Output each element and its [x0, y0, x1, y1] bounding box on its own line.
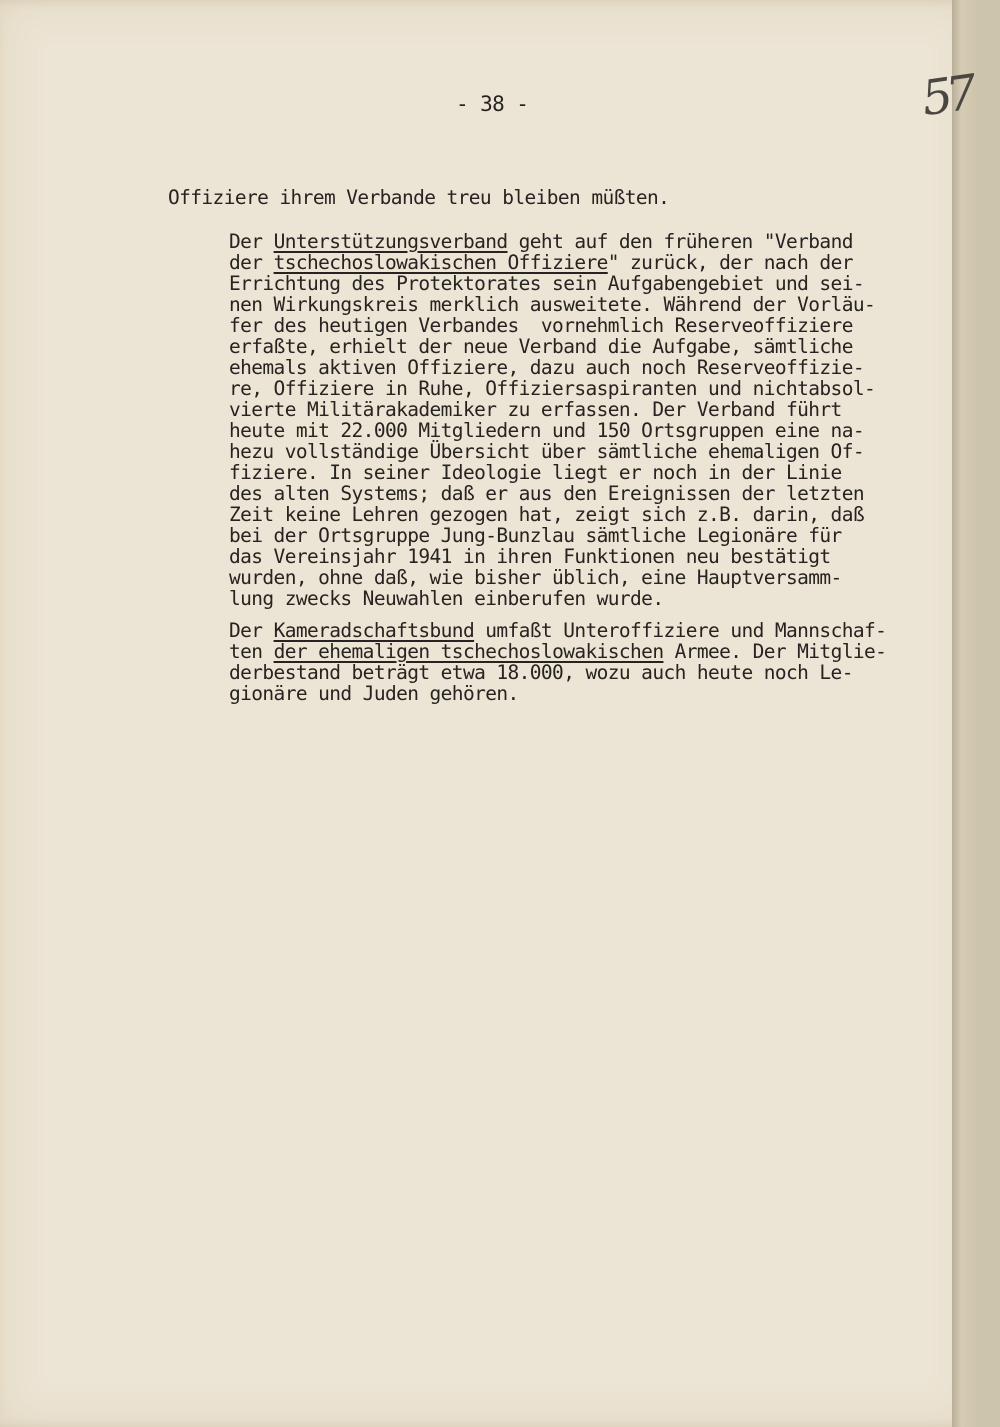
text-segment: umfaßt Unteroffiziere und Mannschaf- — [474, 619, 887, 642]
paragraph-line: hezu vollständige Übersicht über sämtliche ehemaligen Of- — [229, 440, 864, 463]
text-segment: Der — [229, 619, 274, 642]
paragraph-line — [229, 620, 886, 641]
paragraph-line: fer des heutigen Verbandes vornehmlich Reserveoffiziere — [229, 314, 853, 337]
paragraph-line — [229, 252, 875, 273]
paragraph-kameradschaftsbund — [229, 620, 886, 704]
paragraph-line: des alten Systems; daß er aus den Ereignissen der letzten — [229, 482, 864, 505]
continuation-line: Offiziere ihrem Verbande treu bleiben müßten. — [168, 186, 670, 209]
text-segment: der — [229, 251, 274, 274]
text-segment: geht auf den früheren "Verband — [507, 230, 853, 253]
paragraph-line: nen Wirkungskreis merklich ausweitete. Während der Vorläu- — [229, 293, 876, 316]
text-segment: Der — [229, 230, 274, 253]
handwritten-folio-mark: 57 — [918, 64, 975, 128]
text-segment: Armee. Der Mitglie- — [663, 640, 887, 663]
paragraph-line — [229, 641, 886, 662]
paragraph-line: bei der Ortsgruppe Jung-Bunzlau sämtliche Legionäre für — [229, 524, 842, 547]
page-number: - 38 - — [456, 92, 529, 116]
paragraph-line: fiziere. In seiner Ideologie liegt er noch in der Linie — [229, 461, 842, 484]
paragraph-line: wurden, ohne daß, wie bisher üblich, eine Hauptversamm- — [229, 566, 842, 589]
paragraph-line — [229, 231, 875, 252]
paragraph-line: derbestand beträgt etwa 18.000, wozu auch heute noch Le- — [229, 661, 853, 684]
paragraph-line: re, Offiziere in Ruhe, Offiziersaspiranten und nichtabsol- — [229, 377, 876, 400]
paragraph-line: gionäre und Juden gehören. — [229, 682, 519, 705]
underlined-term: Kameradschaftsbund — [273, 619, 475, 642]
text-segment: " zurück, der nach der — [607, 251, 853, 274]
paper-edge — [952, 0, 976, 1427]
underlined-term: der ehemaligen tschechoslowakischen — [273, 640, 664, 663]
paragraph-line: lung zwecks Neuwahlen einberufen wurde. — [229, 587, 664, 610]
underlined-term: Unterstützungsverband — [273, 230, 508, 253]
paragraph-line: erfaßte, erhielt der neue Verband die Aufgabe, sämtliche — [229, 335, 853, 358]
paragraph-unterstuetzungsverband — [229, 231, 875, 609]
paragraph-line: das Vereinsjahr 1941 in ihren Funktionen neu bestätigt — [229, 545, 831, 568]
paragraph-line: Errichtung des Protektorates sein Aufgabengebiet und sei- — [229, 272, 864, 295]
paragraph-line: ehemals aktiven Offiziere, dazu auch noch Reserveoffizie- — [229, 356, 864, 379]
paragraph-line: vierte Militärakademiker zu erfassen. Der Verband führt — [229, 398, 842, 421]
underlined-term: tschechoslowakischen Offiziere — [273, 251, 608, 274]
text-segment: ten — [229, 640, 274, 663]
paragraph-line: Zeit keine Lehren gezogen hat, zeigt sich z.B. darin, daß — [229, 503, 864, 526]
paragraph-line: heute mit 22.000 Mitgliedern und 150 Ortsgruppen eine na- — [229, 419, 864, 442]
